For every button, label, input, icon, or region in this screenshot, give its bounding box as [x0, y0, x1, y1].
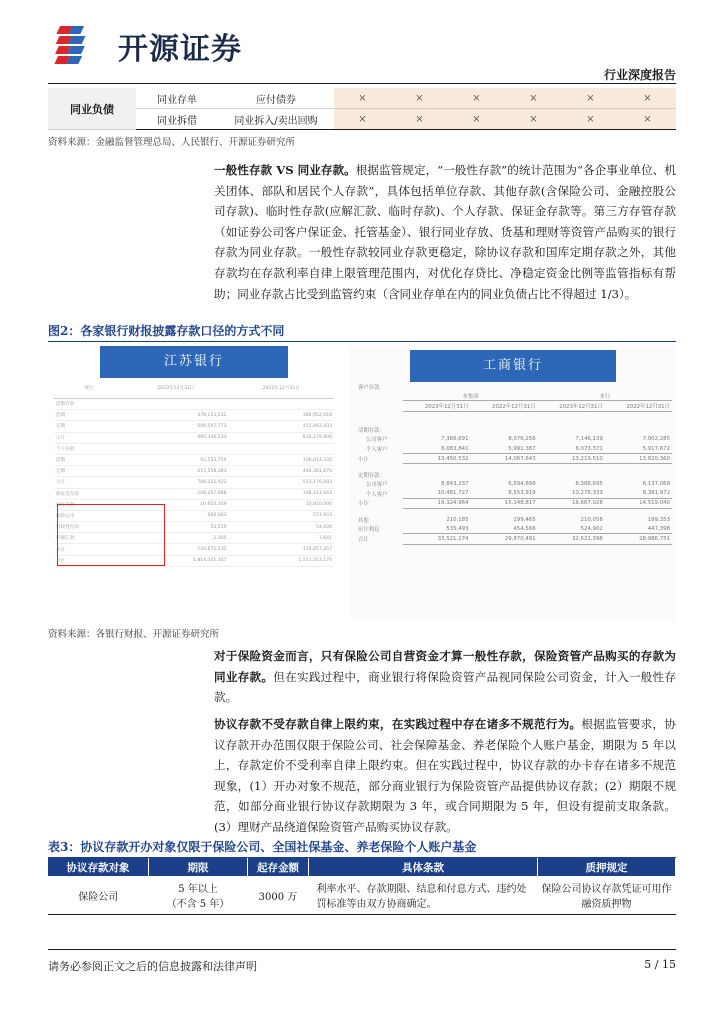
agreement-deposit-table: [48, 858, 676, 915]
table-cell: 5,991,387: [471, 444, 538, 454]
column-header: 2023年12月31日: [123, 378, 228, 399]
table-row: [356, 489, 672, 499]
column-header: 质押规定: [538, 858, 676, 876]
column-header: 2023年12月31日: [403, 401, 470, 411]
table-cell: [229, 399, 334, 410]
mark-cell: ×: [334, 88, 391, 109]
logo-text: 开源证券: [118, 32, 242, 67]
table-cell: 10,481,727: [403, 489, 470, 499]
table-cell: 19,324,964: [403, 498, 470, 508]
table-cell: 524,902: [538, 524, 605, 534]
table-cell: [471, 426, 538, 435]
table-cell: 6,083,841: [403, 444, 470, 454]
table-row: [356, 515, 672, 524]
table-cell: 15,148,817: [471, 498, 538, 508]
table-cell: 7,902,285: [642, 436, 670, 443]
term-line: （不含 5 年）: [166, 899, 230, 910]
row-label: 应计利息: [358, 527, 380, 534]
row-label: 个人客户: [366, 491, 388, 498]
table-cell: 小计: [54, 544, 123, 555]
table-row: [54, 454, 334, 465]
liability-table: [48, 88, 676, 130]
table-cell: 7,366,691: [441, 436, 469, 443]
table-cell: 同业存单: [136, 88, 218, 109]
table-cell: 13,450,532: [403, 454, 470, 464]
table-cell: 7,146,139: [575, 436, 603, 443]
table-cell: 财政性存款: [54, 522, 123, 533]
table-cell: 451,492,433: [229, 421, 334, 432]
table-cell: 108,267,988: [123, 488, 228, 499]
bank-name-banner: 工商银行: [410, 350, 616, 382]
mark-cell: ×: [391, 88, 448, 109]
table-cell: 573,933: [229, 510, 334, 521]
table-cell: 53,559: [123, 522, 228, 533]
row-label: 小计: [358, 501, 369, 508]
paragraph-lead: 一般性存款 VS 同业存款。: [214, 163, 356, 177]
table-cell: 8,843,237: [441, 481, 469, 488]
mark-cell: ×: [448, 109, 505, 130]
table-cell: [403, 470, 470, 479]
table-cell: 保证金存款: [54, 488, 123, 499]
paragraph-insurance-funds: [214, 646, 676, 708]
table-header-row: [54, 378, 334, 399]
table-row: [356, 498, 672, 508]
table-header-row: [48, 858, 676, 876]
paragraph-body: 根据监管规定，“一般性存款”的统计范围为“各企事业单位、机关团体、部队和居民个人存款”，具体包括单位存款、其他存款(含保险公司、金融控股公司存款)、临时性存款(应解汇款、临时存款)、个人存款、保证金存款等。第三方存管存款（如证券公司客户保证金、托管基金）、银行同业存放、货基和理财等资管产品购买的银行存款为同业存款。一般性存款较同业存款更稳定，除协议存款和国库定期存款之外，其他存款均在存款利率自律上限管理范围内，对优化存贷比、净稳定资金比例等监管指标有帮助；同业存款占比受到监管约束（含同业存单在内的同业负债占比不得超过 1/3）。: [214, 163, 676, 301]
mark-cell: ×: [505, 88, 562, 109]
table-cell: 保险公司: [54, 510, 123, 521]
table-cell: 合计: [54, 555, 123, 566]
jiangsu-bank-panel: [48, 346, 338, 620]
table-cell: 210,058: [580, 516, 603, 523]
table-row: [356, 454, 672, 464]
category-cell: 同业负债: [48, 88, 136, 130]
table-cell: 478,153,532: [123, 410, 228, 421]
table-cell: 个人存款: [54, 443, 123, 454]
table-row: [54, 477, 334, 488]
table-cell: 18,667,028: [538, 498, 605, 508]
table-caption: 客户存款: [358, 384, 380, 391]
table-cell: 108,411,643: [229, 488, 334, 499]
highlight-box: [57, 504, 165, 566]
table-cell: 保险公司: [48, 876, 149, 915]
table-cell: 应解汇款: [54, 533, 123, 544]
table-cell: 7,641: [229, 533, 334, 544]
mark-cell: ×: [334, 109, 391, 130]
row-label: 合计: [358, 537, 369, 544]
table-cell: [538, 470, 605, 479]
table-row: [54, 432, 334, 443]
table-cell: 3000 万: [248, 876, 309, 915]
term-line: 5 年以上: [178, 884, 218, 895]
date-header-row: [356, 401, 672, 411]
table-title: 表3：协议存款开办对象仅限于保险公司、全国社保基金、养老保险个人账户基金: [48, 838, 676, 858]
table-row: [54, 410, 334, 421]
table-cell: 199,353: [647, 516, 670, 523]
table-caption-row: [356, 382, 672, 391]
mark-cell: ×: [619, 109, 676, 130]
paragraph-lead: 协议存款不受存款自律上限约束，在实践过程中存在诸多不规范行为。: [214, 717, 582, 731]
table-cell: 106,814,332: [229, 454, 334, 465]
table-cell: [605, 470, 672, 479]
header-divider: [48, 83, 676, 84]
group-header: 本行: [538, 391, 672, 401]
bank-name-banner: 江苏银行: [100, 346, 288, 378]
row-label: 定期存款：: [358, 472, 385, 479]
table-cell: 446,381,670: [229, 466, 334, 477]
group-header-row: [356, 391, 672, 401]
row-label: 个人客户: [366, 446, 388, 453]
table-row: [356, 480, 672, 489]
table-cell: 10,278,333: [538, 489, 605, 499]
table-cell: 13,219,510: [538, 454, 605, 464]
table-cell: [538, 426, 605, 435]
table-cell: 447,398: [605, 524, 672, 534]
source-note: 资料来源：金融监督管理总局、人民银行、开源证券研究所: [48, 137, 296, 148]
table-cell: 708,111,922: [123, 477, 228, 488]
column-header: 具体条款: [309, 858, 538, 876]
table-cell: 454,566: [471, 524, 538, 534]
table-row: [356, 534, 672, 544]
table-cell: 6,594,898: [508, 481, 536, 488]
table-cell: [229, 443, 334, 454]
table-cell: 同业拆借: [136, 109, 218, 130]
column-header: 2022年12月31日: [229, 378, 334, 399]
table-row: [54, 466, 334, 477]
row-label: 活期存款：: [358, 428, 385, 435]
column-header: 起存金额: [248, 858, 309, 876]
table-cell: 应付债券: [218, 88, 334, 109]
mark-cell: ×: [562, 109, 619, 130]
mark-cell: ×: [505, 109, 562, 130]
table-row: [356, 524, 672, 534]
table-cell: 199,465: [513, 516, 536, 523]
table-cell: 小计: [54, 477, 123, 488]
table-cell: 小计: [54, 432, 123, 443]
table-cell: 保险公司协议存款凭证可用作融资质押物: [538, 876, 676, 915]
mark-cell: ×: [619, 88, 676, 109]
table-cell: 8,388,695: [575, 481, 603, 488]
table-cell: 13,820,360: [605, 454, 672, 464]
column-header: 期限: [149, 858, 248, 876]
table-row: [356, 426, 672, 435]
table-cell: 10,810,000: [229, 499, 334, 510]
table-cell: 506,597,773: [123, 421, 228, 432]
footer-divider: [48, 949, 676, 950]
table-cell: 666,003: [123, 510, 228, 521]
table-cell: 28,986,751: [605, 534, 672, 544]
table-cell: 同业拆入/卖出回购: [218, 109, 334, 130]
table-row: [48, 109, 676, 130]
footer-disclaimer: 请务必参阅正文之后的信息披露和法律声明: [48, 960, 257, 973]
table-cell: 14,067,643: [471, 454, 538, 464]
table-cell: 535,493: [403, 524, 470, 534]
figure-title: 图2：各家银行财报披露存款口径的方式不同: [48, 322, 676, 342]
paragraph-body: 但在实践过程中，商业银行将保险资管产品视同保险公司资金，计入一般性存款。: [214, 669, 676, 705]
table-cell: 活期存款: [54, 399, 123, 410]
table-cell: 8,553,919: [471, 489, 538, 499]
table-row: [54, 421, 334, 432]
table-cell: 定期: [54, 466, 123, 477]
icbc-deposit-table: [356, 382, 672, 545]
table-cell: [123, 443, 228, 454]
table-cell: 29,870,491: [471, 534, 538, 544]
table-row: [48, 88, 676, 109]
table-row: [54, 443, 334, 454]
table-cell: 1,511,313,170: [229, 555, 334, 566]
table-cell: [149, 876, 248, 915]
table-cell: 92,553,754: [123, 454, 228, 465]
table-cell: 国库存款: [54, 499, 123, 510]
paragraph-agreement-deposits: [214, 714, 676, 838]
paragraph-deposit-types: [214, 160, 676, 304]
table-cell: [471, 470, 538, 479]
table-cell: [123, 399, 228, 410]
spacer-row: [356, 411, 672, 426]
page-number: 5 / 15: [644, 958, 676, 971]
row-label: 公司客户: [366, 482, 388, 489]
mark-cell: ×: [562, 88, 619, 109]
row-label: 公司客户: [366, 437, 388, 444]
column-header: 项目: [54, 378, 123, 399]
column-header: 2023年12月31日: [538, 401, 605, 411]
table-cell: 32,621,398: [538, 534, 605, 544]
table-cell: 386,952,018: [229, 410, 334, 421]
table-cell: 33,521,174: [403, 534, 470, 544]
table-cell: 120,672,232: [123, 544, 228, 555]
table-cell: 8,381,972: [605, 489, 672, 499]
mark-cell: ×: [448, 88, 505, 109]
table-cell: 838,279,900: [229, 432, 334, 443]
source-note: 资料来源：各银行财报、开源证券研究所: [48, 629, 220, 640]
table-cell: 119,857,267: [229, 544, 334, 555]
table-row: [356, 444, 672, 454]
table-cell: 985,346,233: [123, 432, 228, 443]
mark-cell: ×: [391, 109, 448, 130]
table-cell: 5,917,672: [605, 444, 672, 454]
table-cell: 6,137,068: [642, 481, 670, 488]
table-row: [356, 470, 672, 479]
table-cell: 10,653,359: [123, 499, 228, 510]
table-cell: [403, 426, 470, 435]
paragraph-lead: 对于保险资金而言，只有保险公司自营资金才算一般性存款，保险资管产品购买的存款为同业存款。: [214, 649, 676, 684]
paragraph-body: 根据监管要求，协议存款开办范围仅限于保险公司、社会保障基金、养老保险个人账户基金，期限为 5 年以上，存款定价不受利率自律上限约束。但在实践过程中，协议存款的办卡存在诸多不规范现象，(1）开办对象不规范，部分商业银行为保险资管产品提供协议存款；(2）期限不规范，如部分商业银行协议存款期限为 3 年，或合同期限为 5 年，但设有提前支取条款。(3）理财产品绕道保险资管产品购买协议存款。: [214, 717, 676, 834]
table-row: [48, 876, 676, 915]
table-cell: 6,073,371: [538, 444, 605, 454]
table-cell: 2,305: [123, 533, 228, 544]
table-cell: 活期: [54, 410, 123, 421]
table-cell: 利率水平、存款期限、结息和付息方式、违约处罚标准等由双方协商确定。: [309, 876, 538, 915]
table-cell: 54,939: [229, 522, 334, 533]
table-cell: 1,814,345,357: [123, 555, 228, 566]
logo-mark-icon: [52, 22, 114, 68]
table-cell: 活期: [54, 454, 123, 465]
column-header: 协议存款对象: [48, 858, 149, 876]
column-header: 2022年12月31日: [605, 401, 672, 411]
table-cell: 8,076,256: [508, 436, 536, 443]
row-label: 小计: [358, 456, 369, 463]
table-cell: 定期: [54, 421, 123, 432]
column-header: 2022年12月31日: [471, 401, 538, 411]
icbc-panel: [350, 346, 676, 620]
table-cell: 14,519,040: [605, 498, 672, 508]
table-cell: 615,558,383: [123, 466, 228, 477]
table-cell: 210,185: [446, 516, 469, 523]
table-row: [54, 399, 334, 410]
table-cell: 553,176,003: [229, 477, 334, 488]
table-row: [356, 435, 672, 444]
report-type-label: 行业深度报告: [603, 68, 676, 82]
table-row: [54, 488, 334, 499]
row-label: 其他: [358, 517, 369, 524]
group-header: 本集团: [403, 391, 537, 401]
table-cell: [605, 426, 672, 435]
